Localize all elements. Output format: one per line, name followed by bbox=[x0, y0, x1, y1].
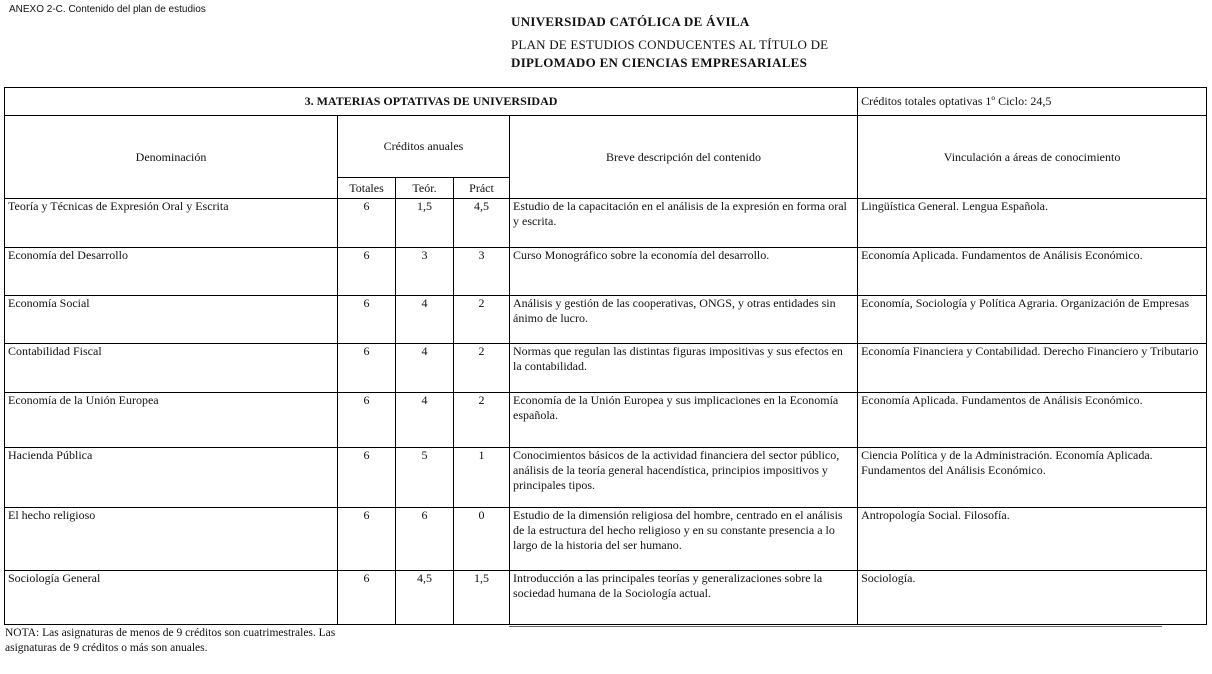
credits-pract: 2 bbox=[454, 296, 510, 344]
credits-teor: 1,5 bbox=[396, 199, 454, 248]
subject-name: Economía Social bbox=[5, 296, 338, 344]
credits-pract: 2 bbox=[454, 393, 510, 448]
table-row bbox=[5, 344, 1207, 393]
knowledge-areas: Economía Aplicada. Fundamentos de Análisis Económico. bbox=[858, 393, 1207, 448]
credits-totales: 6 bbox=[338, 448, 396, 508]
header-denominacion: Denominación bbox=[5, 116, 338, 199]
credits-pract: 1 bbox=[454, 448, 510, 508]
credits-pract: 3 bbox=[454, 248, 510, 296]
credits-teor: 3 bbox=[396, 248, 454, 296]
credits-teor: 4 bbox=[396, 296, 454, 344]
knowledge-areas: Sociología. bbox=[858, 571, 1207, 625]
subheader-pract: Práct bbox=[454, 178, 510, 199]
credits-totales: 6 bbox=[338, 248, 396, 296]
table-row bbox=[5, 508, 1207, 571]
subject-description: Introducción a las principales teorías y generalizaciones sobre la sociedad humana de la Sociología actual. bbox=[510, 571, 858, 625]
credits-totales: 6 bbox=[338, 508, 396, 571]
subject-description: Economía de la Unión Europea y sus implicaciones en la Economía española. bbox=[510, 393, 858, 448]
credits-pract: 4,5 bbox=[454, 199, 510, 248]
credits-totales: 6 bbox=[338, 199, 396, 248]
plan-line: PLAN DE ESTUDIOS CONDUCENTES AL TÍTULO DE bbox=[511, 37, 829, 52]
knowledge-areas: Economía, Sociología y Política Agraria. Organización de Empresas bbox=[858, 296, 1207, 344]
subject-name: Contabilidad Fiscal bbox=[5, 344, 338, 393]
optional-subjects-table bbox=[4, 87, 1207, 625]
subject-name: Economía del Desarrollo bbox=[5, 248, 338, 296]
subheader-totales: Totales bbox=[338, 178, 396, 199]
subheader-teor: Teór. bbox=[396, 178, 454, 199]
footer-divider bbox=[509, 626, 1162, 627]
subject-description: Estudio de la dimensión religiosa del hombre, centrado en el análisis de la estructura del hecho religioso y en su constante presencia a lo largo de la historia del ser humano. bbox=[510, 508, 858, 571]
header-descripcion: Breve descripción del contenido bbox=[510, 116, 858, 199]
credits-teor: 4 bbox=[396, 344, 454, 393]
subject-description: Curso Monográfico sobre la economía del desarrollo. bbox=[510, 248, 858, 296]
credits-pract: 1,5 bbox=[454, 571, 510, 625]
annex-label: ANEXO 2-C. Contenido del plan de estudios bbox=[9, 4, 206, 15]
total-credits: Créditos totales optativas 1º Ciclo: 24,5 bbox=[858, 88, 1207, 116]
header-row bbox=[5, 116, 1207, 178]
knowledge-areas: Antropología Social. Filosofía. bbox=[858, 508, 1207, 571]
subject-description: Conocimientos básicos de la actividad financiera del sector público, análisis de la teoría general hacendística, principios impositivos y principales tipos. bbox=[510, 448, 858, 508]
credits-totales: 6 bbox=[338, 393, 396, 448]
table-row bbox=[5, 248, 1207, 296]
subject-name: Hacienda Pública bbox=[5, 448, 338, 508]
table-title-row bbox=[5, 88, 1207, 116]
credits-teor: 6 bbox=[396, 508, 454, 571]
credits-pract: 0 bbox=[454, 508, 510, 571]
credits-pract: 2 bbox=[454, 344, 510, 393]
table-row bbox=[5, 296, 1207, 344]
subject-name: Sociología General bbox=[5, 571, 338, 625]
credits-teor: 4,5 bbox=[396, 571, 454, 625]
header-vinculacion: Vinculación a áreas de conocimiento bbox=[858, 116, 1207, 199]
table-row bbox=[5, 393, 1207, 448]
credits-totales: 6 bbox=[338, 571, 396, 625]
subject-description: Estudio de la capacitación en el análisis de la expresión en forma oral y escrita. bbox=[510, 199, 858, 248]
credits-teor: 5 bbox=[396, 448, 454, 508]
header-creditos-anuales: Créditos anuales bbox=[338, 116, 510, 178]
knowledge-areas: Ciencia Política y de la Administración. Economía Aplicada. Fundamentos del Análisis Económico. bbox=[858, 448, 1207, 508]
knowledge-areas: Economía Financiera y Contabilidad. Derecho Financiero y Tributario bbox=[858, 344, 1207, 393]
subject-name: El hecho religioso bbox=[5, 508, 338, 571]
credits-teor: 4 bbox=[396, 393, 454, 448]
subject-description: Normas que regulan las distintas figuras impositivas y sus efectos en la contabilidad. bbox=[510, 344, 858, 393]
credits-totales: 6 bbox=[338, 296, 396, 344]
credits-totales: 6 bbox=[338, 344, 396, 393]
subject-description: Análisis y gestión de las cooperativas, ONGS, y otras entidades sin ánimo de lucro. bbox=[510, 296, 858, 344]
nota: NOTA: Las asignaturas de menos de 9 créditos son cuatrimestrales. Las asignaturas de 9 créditos o más son anuales. bbox=[5, 627, 336, 654]
knowledge-areas: Lingüística General. Lengua Española. bbox=[858, 199, 1207, 248]
table-row bbox=[5, 571, 1207, 625]
subject-name: Teoría y Técnicas de Expresión Oral y Escrita bbox=[5, 199, 338, 248]
degree-title: DIPLOMADO EN CIENCIAS EMPRESARIALES bbox=[511, 55, 808, 70]
table-row bbox=[5, 199, 1207, 248]
subject-name: Economía de la Unión Europea bbox=[5, 393, 338, 448]
university-title: UNIVERSIDAD CATÓLICA DE ÁVILA bbox=[511, 14, 750, 29]
knowledge-areas: Economía Aplicada. Fundamentos de Análisis Económico. bbox=[858, 248, 1207, 296]
section-title: 3. MATERIAS OPTATIVAS DE UNIVERSIDAD bbox=[5, 88, 858, 116]
table-row bbox=[5, 448, 1207, 508]
